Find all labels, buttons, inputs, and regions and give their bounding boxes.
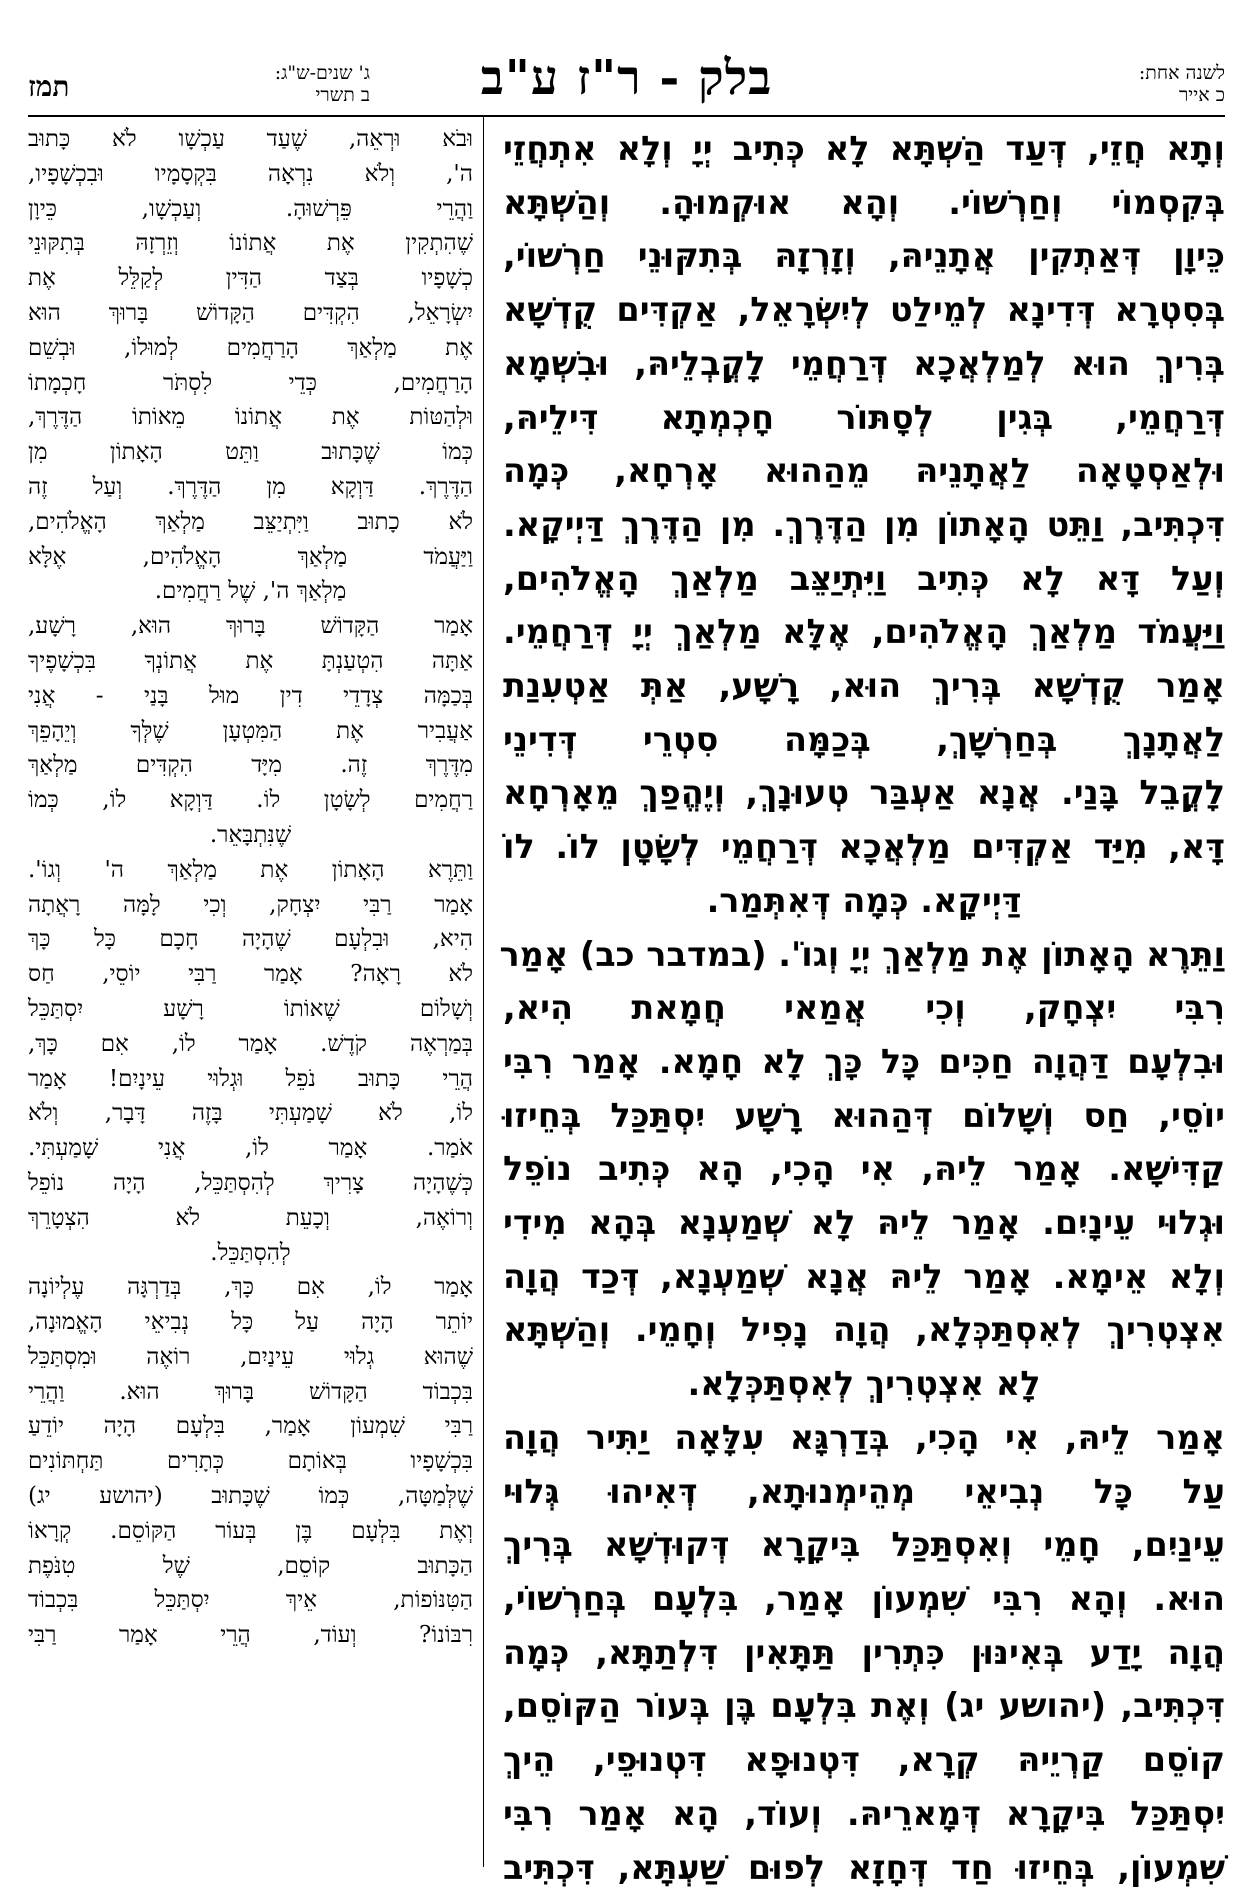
commentary-line: כְּשֶׁהָיָה צָרִיךְ לְהִסְתַּכֵּל, הָיָה נוֹפֵל — [28, 1166, 473, 1201]
main-text-line: אָמַר לֵיהּ, אִי הָכִי, בְּדַרְגָּא עִלָּאָה יַתִּיר הֲוָה — [503, 1411, 1225, 1465]
main-text-line: וּגְלוּי עֵינָיִם. אָמַר לֵיהּ לָא שְׁמַעְנָא בְּהָא מִידִי — [503, 1196, 1225, 1250]
commentary-line: אֹמַר. אָמַר לוֹ, אֲנִי שָׁמַעְתִּי. — [28, 1131, 473, 1166]
main-text-line: דַּיְיקָא. כְּמָה דְּאִתְּמַר. — [503, 874, 1225, 928]
commentary-line: בִּכְשָׁפָיו בְּאוֹתָם כְּתָרִים תַּחְתּוֹנִים — [28, 1444, 473, 1479]
main-text-line: קוֹסֵם קַרְיֵיהּ קְרָא, דִּטְנוּפָא דִּטְנוּפֵי, הֵיךְ — [503, 1733, 1225, 1787]
commentary-line: ה', וְלֹא נִרְאָה בִּקְסָמָיו וּבִכְשָׁפָיו, — [28, 157, 473, 192]
commentary-line: הַטִּנּוֹפוֹת, אֵיךְ יִסְתַּכֵּל בִּכְבוֹד — [28, 1583, 473, 1618]
commentary-line: שֶׁהִתְקִין אֶת אֲתוֹנוֹ וְזֵרְזָהּ בְּתִקּוּנֵי — [28, 226, 473, 261]
commentary-line: אַעֲבִיר אֶת הַמִּטְעָן שֶׁלְּךָ וְיֵהָפֵךְ — [28, 714, 473, 749]
commentary-line: וַהֲרֵי פֵּרְשׁוּהָ. וְעַכְשָׁו, כֵּיוָן — [28, 192, 473, 227]
commentary-line: הָרַחֲמִים, כְּדֵי לִסְתֹּר חָכְמָתוֹ — [28, 366, 473, 401]
main-text-line: דִּכְתִּיב, וַתֵּט הָאָתוֹן מִן הַדֶּרֶךְ. מִן הַדֶּרֶךְ דַּיְיקָא. — [503, 498, 1225, 552]
commentary-line: וְשָׁלוֹם שֶׁאוֹתוֹ רָשָׁע יִסְתַּכֵּל — [28, 992, 473, 1027]
main-text-line: וּלְאַסְטָאָה לַאֲתָנֵיהּ מֵהַהוּא אָרְחָא, כְּמָה — [503, 444, 1225, 498]
commentary-line: וּלְהַטּוֹת אֶת אֲתוֹנוֹ מֵאוֹתוֹ הַדֶּרֶךְ, — [28, 400, 473, 435]
commentary-line: וְאֶת בִּלְעָם בֶּן בְּעוֹר הַקּוֹסֵם. קְרָאוֹ — [28, 1514, 473, 1549]
header-left-line1: ג' שנים-ש"ג: — [150, 62, 370, 84]
header-left-schedule — [150, 62, 370, 106]
commentary-line: אָמַר לוֹ, אִם כָּךְ, בְּדַרְגָּה עֶלְיוֹנָה — [28, 1270, 473, 1305]
page-header — [0, 0, 1253, 100]
main-text-line: דָּא, מִיַּד אַקְדִּים מַלְאֲכָא דְּרַחֲמֵי לְשָׂטָן לוֹ. לוֹ — [503, 820, 1225, 874]
main-text-line: אִצְטְרִיךְ לְאִסְתַּכְּלָא, הֲוָה נָפִיל וְחָמֵי. וְהַשְׁתָּא — [503, 1303, 1225, 1357]
commentary-line: רַבִּי שִׁמְעוֹן אָמַר, בִּלְעָם הָיָה יוֹדֵעַ — [28, 1409, 473, 1444]
main-text-line: אָמַר קֻדְשָׁא בְּרִיךְ הוּא, רָשָׁע, אַתְּ אַטְעִנַת — [503, 659, 1225, 713]
main-text-line: כֵּיוָן דְּאַתְקִין אֲתָנֵיהּ, וְזָרְזָהּ בְּתִקּוּנֵי חַרְשׁוֹי, — [503, 229, 1225, 283]
commentary-line: אָמַר רַבִּי יִצְחָק, וְכִי לָמָּה רָאֲתָה — [28, 888, 473, 923]
commentary-line: רִבּוֹנוֹ? וְעוֹד, הֲרֵי אָמַר רַבִּי — [28, 1618, 473, 1653]
commentary-line: שֶׁלְּמַטָּה, כְּמוֹ שֶׁכָּתוּב (יהושע יג) — [28, 1479, 473, 1514]
main-text-line: דִּכְתִּיב, (יהושע יג) וְאֶת בִּלְעָם בֶּן בְּעוֹר הַקּוֹסֵם, — [503, 1679, 1225, 1733]
main-text-line: וְעַל דָּא לָא כְּתִיב וַיִּתְיַצֵּב מַלְאַךְ הָאֱלֹהִים, — [503, 552, 1225, 606]
commentary-line: בְּכַמָּה צְדָדֵי דִין מוּל בָּנַי - אֲנִי — [28, 679, 473, 714]
main-text-line: קַדִּישָׁא. אָמַר לֵיהּ, אִי הָכִי, הָא כְּתִיב נוֹפֵל — [503, 1142, 1225, 1196]
main-text-line: בְּרִיךְ הוּא לְמַלְאֲכָא דְּרַחֲמֵי לָקֳבְלֵיהּ, וּבִשְׁמָא — [503, 337, 1225, 391]
page-title: בלק - ר"ז ע"ב — [0, 50, 1253, 106]
main-text-line: דְּרַחֲמֵי, בְּגִין לְסָתּוֹר חָכְמְתָא דִּילֵיהּ, — [503, 391, 1225, 445]
header-rule — [28, 115, 1225, 117]
commentary-line: כְשָׁפָיו בְּצַד הַדִּין לְקַלֵּל אֶת — [28, 261, 473, 296]
commentary-line: רַחֲמִים לְשָׂטָן לוֹ. דַּוְקָא לוֹ, כְּמוֹ — [28, 783, 473, 818]
column-divider — [483, 117, 484, 1867]
main-text-line: בְּסִטְרָא דְּדִינָא לְמֵילַט לְיִשְׂרָאֵל, אַקְדִּים קֻדְשָׁא — [503, 283, 1225, 337]
commentary-line: הֲרֵי כָּתוּב נֹפֵל וּגְלוּי עֵינָיִם! אָמַר — [28, 1062, 473, 1097]
main-text-line: לַאֲתָנָךְ בְּחַרְשָׁךְ, בְּכַמָּה סִטְרֵי דְּדִינֵי — [503, 713, 1225, 767]
commentary-line: לֹא כָתוּב וַיִּתְיַצֵּב מַלְאַךְ הָאֱלֹהִים, — [28, 505, 473, 540]
page-number: תמז — [28, 70, 69, 104]
main-text-line: וְלָא אֵימָא. אָמַר לֵיהּ אֲנָא שְׁמַעְנָא, דְּכַד הֲוָה — [503, 1250, 1225, 1304]
main-text-line: יִסְתַּכַּל בִּיקָרָא דְּמָארֵיהּ. וְעוֹד, הָא אָמַר רִבִּי — [503, 1787, 1225, 1841]
commentary-line: הַכָּתוּב קוֹסֵם, שֶׁל טִנֹּפֶת — [28, 1549, 473, 1584]
commentary-line: לְהִסְתַּכֵּל. — [28, 1236, 473, 1271]
commentary-line: הִיא, וּבִלְעָם שֶׁהָיָה חָכָם כָּל כָּךְ — [28, 922, 473, 957]
commentary-line: הַדֶּרֶךְ. דַּוְקָא מִן הַדֶּרֶךְ. וְעַל זֶה — [28, 470, 473, 505]
main-text-line: עֵינַיִם, חָמֵי וְאִסְתַּכַּל בִּיקָרָא דְּקוּדְשָׁא בְּרִיךְ — [503, 1518, 1225, 1572]
main-text-line: הֲוָה יָדַע בְּאִינּוּן כִּתְרִין תַּתָּאִין דִּלְתַתָּא, כְּמָה — [503, 1626, 1225, 1680]
commentary-line: יוֹתֵר הָיָה עַל כָּל נְבִיאֵי הָאֱמוּנָה, — [28, 1305, 473, 1340]
main-text-line: הוּא. וְהָא רִבִּי שִׁמְעוֹן אָמַר, בִּלְעָם בְּחַרְשׁוֹי, — [503, 1572, 1225, 1626]
commentary-line: שֶׁהוּא גְלוּי עֵינַיִם, רוֹאֶה וּמִסְתַּכֵּל — [28, 1340, 473, 1375]
commentary-line: אַתָּה הִטְעַנְתָּ אֶת אֲתוֹנְךָ בִּכְשָׁפֶיךָ — [28, 644, 473, 679]
main-text-line: וַתֵּרֶא הָאָתוֹן אֶת מַלְאַךְ יְיָ וְגוֹ'. (במדבר כב) אָמַר — [503, 928, 1225, 982]
main-text-column — [503, 122, 1225, 1862]
commentary-line: וַתֵּרֶא הָאָתוֹן אֶת מַלְאַךְ ה' וְגוֹ'. — [28, 853, 473, 888]
header-right-line2: כ אייר — [1139, 84, 1225, 106]
commentary-line: לוֹ, לֹא שָׁמַעְתִּי בָּזֶה דָּבָר, וְלֹא — [28, 1096, 473, 1131]
main-text-line: וּבִלְעָם דַּהֲוָה חַכִּים כָּל כָּךְ לָא חָמָא. אָמַר רִבִּי — [503, 1035, 1225, 1089]
commentary-line: וּבֹא וּרְאֵה, שֶׁעַד עַכְשָׁו לֹא כָּתוּב — [28, 122, 473, 157]
commentary-column — [28, 122, 473, 1862]
commentary-line: לֹא רָאָה? אָמַר רַבִּי יוֹסֵי, חַס — [28, 957, 473, 992]
main-text-line: לָקֳבֵל בָּנַי. אֲנָא אַעְבַּר טְעוּנָךְ, וְיֶהֱפַךְ מֵאָרְחָא — [503, 766, 1225, 820]
main-text-line: עַל כָּל נְבִיאֵי מְהֵימְנוּתָא, דְּאִיהוּ גְּלוּי — [503, 1465, 1225, 1519]
commentary-line: שֶׁנִּתְבָּאֵר. — [28, 818, 473, 853]
commentary-line: מַלְאַךְ ה', שֶׁל רַחֲמִים. — [28, 574, 473, 609]
commentary-line: בִּכְבוֹד הַקָּדוֹשׁ בָּרוּךְ הוּא. וַהֲרֵי — [28, 1375, 473, 1410]
main-text-line: וַיַּעֲמֹד מַלְאַךְ הָאֱלֹהִים, אֶלָּא מַלְאַךְ יְיָ דְּרַחֲמֵי. — [503, 605, 1225, 659]
commentary-line: בְּמַרְאֶה קֹדֶשׁ. אָמַר לוֹ, אִם כָּךְ, — [28, 1027, 473, 1062]
main-text-line: בְּקִסְמוֹי וְחַרְשׁוֹי. וְהָא אוּקְמוּהָ. וְהַשְׁתָּא — [503, 176, 1225, 230]
header-left-line2: ב תשרי — [150, 84, 370, 106]
commentary-line: אָמַר הַקָּדוֹשׁ בָּרוּךְ הוּא, רָשָׁע, — [28, 609, 473, 644]
main-text-line: וְתָא חֲזֵי, דְּעַד הַשְׁתָּא לָא כְּתִיב יְיָ וְלָא אִתְחֲזֵי — [503, 122, 1225, 176]
commentary-line: וְרוֹאֶה, וְכָעֵת לֹא הִצְטָרֵךְ — [28, 1201, 473, 1236]
commentary-line: מִדֶּרֶךְ זֶה. מִיָּד הִקְדִּים מַלְאַךְ — [28, 748, 473, 783]
commentary-line: כְּמוֹ שֶׁכָּתוּב וַתֵּט הָאָתוֹן מִן — [28, 435, 473, 470]
commentary-line: וַיַּעֲמֹד מַלְאַךְ הָאֱלֹהִים, אֶלָּא — [28, 540, 473, 575]
main-text-line: לָא אִצְטְרִיךְ לְאִסְתַּכְּלָא. — [503, 1357, 1225, 1411]
main-text-line: יוֹסֵי, חַס וְשָׁלוֹם דְּהַהוּא רָשָׁע יִסְתַּכַּל בְּחֵיזוּ — [503, 1089, 1225, 1143]
commentary-line: אֶת מַלְאַךְ הָרַחֲמִים לְמוּלוֹ, וּבְשֵׁם — [28, 331, 473, 366]
main-text-line: שִׁמְעוֹן, בְּחֵיזוּ חַד דְּחָזָא לְפוּם שַׁעְתָּא, דִּכְתִּיב — [503, 1841, 1225, 1894]
main-text-line: רִבִּי יִצְחָק, וְכִי אֲמַאי חֲמָאת הִיא, — [503, 981, 1225, 1035]
header-right-line1: לשנה אחת: — [1139, 62, 1225, 84]
commentary-line: יִשְׂרָאֵל, הִקְדִּים הַקָּדוֹשׁ בָּרוּךְ הוּא — [28, 296, 473, 331]
